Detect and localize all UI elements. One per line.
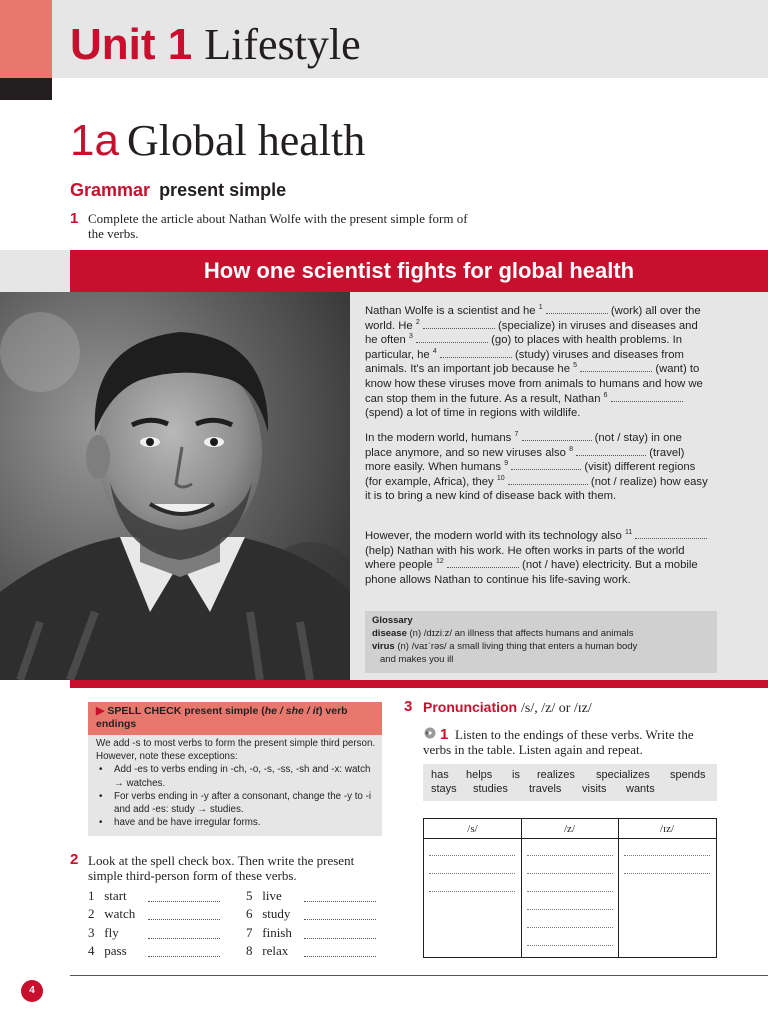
article-text: (not / realize) how easy it is to bring a new kind of disease back with them. [365, 475, 708, 503]
answer-line[interactable] [527, 873, 613, 874]
portrait-image [0, 292, 350, 680]
spell-check-body [96, 737, 378, 829]
spell-check-rule: • For verbs ending in -y after a consonant, change the -y to -i and add -es: study → studies. [96, 790, 378, 816]
answer-line[interactable] [304, 901, 376, 902]
spell-check-rule: • have and be have irregular forms. [96, 816, 378, 829]
exercise-2-number: 2 [70, 851, 79, 868]
answer-gap-3[interactable] [416, 334, 488, 343]
answer-line[interactable] [624, 855, 710, 856]
pronunciation-sounds: /s/, /z/ or /ɪz/ [521, 701, 592, 716]
verb-word: helps [466, 769, 493, 781]
answer-gap-6[interactable] [611, 393, 683, 402]
page-number-badge: 4 [21, 980, 43, 1002]
lesson-name: Global health [126, 116, 366, 165]
article-text: (visit) different regions (for example, Africa), they [365, 461, 696, 488]
answer-gap-11[interactable] [635, 530, 707, 539]
verb-word: specializes [596, 769, 650, 781]
article-text: (work) all over the world. He [365, 305, 701, 332]
verb-item [246, 906, 290, 922]
answer-gap-4[interactable] [440, 349, 512, 358]
answer-line[interactable] [148, 901, 220, 902]
section-divider [70, 680, 768, 688]
verb-word: spends [670, 769, 706, 781]
spell-check-title-italic: he / she / it [264, 705, 319, 717]
answer-line[interactable] [624, 873, 710, 874]
item-number: 2 [88, 906, 95, 921]
verb-item [88, 888, 127, 904]
item-verb: finish [262, 925, 292, 940]
verb-word: studies [473, 783, 508, 795]
verb-word: realizes [537, 769, 575, 781]
verb-item [246, 888, 282, 904]
answer-line[interactable] [148, 956, 220, 957]
item-number: 4 [88, 943, 95, 958]
gap-number: 12 [435, 558, 444, 566]
verb-word: visits [582, 783, 607, 795]
spell-check-rules [96, 763, 378, 829]
exercise-1-number: 1 [70, 210, 79, 227]
answer-line[interactable] [527, 945, 613, 946]
gap-number: 11 [624, 529, 633, 537]
play-triangle-icon: ▶ [96, 705, 105, 717]
spell-check-title-end: ) verb endings [96, 705, 348, 730]
item-number: 6 [246, 906, 253, 921]
item-number: 1 [88, 888, 95, 903]
glossary-definition-cont: and makes you ill [380, 654, 454, 665]
answer-gap-8[interactable] [576, 447, 646, 456]
gap-number: 4 [432, 348, 437, 356]
table-header-z: /z/ [564, 823, 575, 835]
gap-number: 5 [573, 362, 578, 370]
verb-word: travels [529, 783, 562, 795]
answer-gap-12[interactable] [447, 559, 519, 568]
unit-name: Lifestyle [204, 20, 361, 69]
grammar-heading [70, 180, 286, 201]
verb-item [246, 925, 292, 941]
glossary-entry-virus [372, 640, 710, 653]
exercise-2-instruction: Look at the spell check box. Then write the present simple third-person form of these verbs. [88, 853, 355, 883]
grammar-topic: present simple [159, 180, 287, 200]
table-header-rule [424, 838, 716, 839]
banner-grey-strip [0, 250, 70, 292]
gap-number: 7 [514, 431, 519, 439]
exercise-1-instruction: Complete the article about Nathan Wolfe with the present simple form of the verbs. [88, 211, 468, 241]
verb-word: wants [626, 783, 655, 795]
answer-line[interactable] [429, 891, 515, 892]
article-text: (help) Nathan with his work. He often works in parts of the world where people [365, 544, 685, 572]
article-paragraph-3 [365, 529, 710, 587]
answer-line[interactable] [527, 855, 613, 856]
answer-line[interactable] [148, 938, 220, 939]
answer-gap-9[interactable] [511, 461, 581, 470]
unit-title [70, 18, 361, 72]
table-header-s: /s/ [467, 823, 478, 835]
article-text: (specialize) in viruses and diseases and he often [365, 319, 698, 347]
item-verb: start [104, 888, 127, 903]
table-column-divider [618, 819, 619, 957]
spell-check-intro: We add -s to most verbs to form the present simple third person. However, note these exceptions: [96, 738, 376, 763]
verb-item [246, 943, 288, 959]
answer-gap-7[interactable] [522, 432, 592, 441]
grammar-label: Grammar [70, 180, 151, 200]
glossary-term: disease [372, 628, 407, 639]
lesson-code: 1a [70, 116, 119, 165]
exercise-3-instruction: Listen to the endings of these verbs. Write the verbs in the table. Listen again and repeat. [423, 727, 694, 757]
unit-label: Unit 1 [70, 20, 193, 69]
answer-line[interactable] [429, 855, 515, 856]
verb-word: stays [431, 783, 457, 795]
gap-number: 8 [569, 445, 573, 453]
item-verb: watch [104, 906, 136, 921]
glossary-entry-disease [372, 627, 710, 640]
article-text: (not / have) electricity. But a mobile phone allows Nathan to continue his life-saving work. [365, 559, 698, 586]
lesson-title [70, 114, 365, 168]
item-verb: pass [104, 943, 127, 958]
glossary-definition: (n) /dɪziːz/ an illness that affects humans and animals [406, 628, 634, 639]
answer-line[interactable] [527, 927, 613, 928]
gap-number: 2 [415, 318, 420, 326]
gap-number: 3 [408, 333, 413, 341]
pronunciation-label: Pronunciation [423, 699, 518, 715]
article-text: However, the modern world with its technology also [365, 530, 625, 542]
item-verb: live [262, 888, 282, 903]
article-paragraph-1 [365, 304, 710, 421]
answer-line[interactable] [148, 919, 220, 920]
article-text: (study) viruses and diseases from animals. It's an important job because he [365, 348, 684, 376]
article-paragraph-2 [365, 431, 710, 504]
article-text: (travel) more easily. When humans [365, 446, 685, 474]
exercise-3-number: 3 [404, 698, 413, 715]
answer-line[interactable] [527, 891, 613, 892]
answer-gap-5[interactable] [580, 363, 652, 372]
answer-gap-1[interactable] [546, 305, 608, 314]
answer-line[interactable] [527, 909, 613, 910]
answer-gap-2[interactable] [423, 320, 495, 329]
spell-check-title: SPELL CHECK present simple ( [107, 705, 265, 717]
item-number: 3 [88, 925, 95, 940]
header-black-tab [0, 78, 52, 100]
item-number: 7 [246, 925, 253, 940]
gap-number: 1 [538, 304, 543, 312]
item-verb: relax [262, 943, 289, 958]
item-number: 5 [246, 888, 253, 903]
article-text: (spend) a lot of time in regions with wildlife. [365, 407, 581, 420]
verb-item [88, 906, 135, 922]
answer-line[interactable] [304, 956, 376, 957]
verb-item [88, 943, 127, 959]
article-text: In the modern world, humans [365, 432, 515, 444]
glossary-title: Glossary [372, 615, 413, 626]
article-text: (go) to places with health problems. In particular, he [365, 334, 683, 361]
gap-number: 6 [603, 391, 608, 399]
gap-number: 9 [504, 460, 509, 468]
pronunciation-table [423, 818, 717, 958]
exercise-3-sub-number: 1 [440, 726, 449, 743]
article-text: Nathan Wolfe is a scientist and he [365, 305, 539, 317]
gap-number: 10 [496, 475, 505, 483]
verb-word: has [431, 769, 449, 781]
header-accent-block [0, 0, 52, 78]
glossary-box [365, 611, 717, 673]
article-title-banner: How one scientist fights for global health [70, 250, 768, 292]
spell-check-header [88, 702, 382, 735]
article-text: (not / stay) in one place anymore, and so new viruses also [365, 432, 682, 459]
nathan-wolfe-photo [0, 292, 350, 680]
item-number: 8 [246, 943, 253, 958]
glossary-definition: (n) /vaɪˈrəs/ a small living thing that enters a human body [394, 641, 638, 652]
item-verb: fly [104, 925, 119, 940]
answer-line[interactable] [304, 919, 376, 920]
glossary-term: virus [372, 641, 395, 652]
article-text: (want) to know how these viruses move from animals to humans and how we can stop them in the future. As a result, Nathan [365, 363, 703, 405]
verb-word: is [512, 769, 520, 781]
answer-gap-10[interactable] [508, 476, 588, 485]
table-header-iz: /ɪz/ [659, 823, 675, 835]
spell-check-rule: • Add -es to verbs ending in -ch, -o, -s, -ss, -sh and -x: watch → watches. [96, 763, 378, 789]
pronunciation-heading [423, 699, 592, 717]
verb-item [88, 925, 119, 941]
footer-rule [70, 975, 768, 976]
answer-line[interactable] [429, 873, 515, 874]
answer-line[interactable] [304, 938, 376, 939]
table-column-divider [521, 819, 522, 957]
item-verb: study [262, 906, 291, 921]
